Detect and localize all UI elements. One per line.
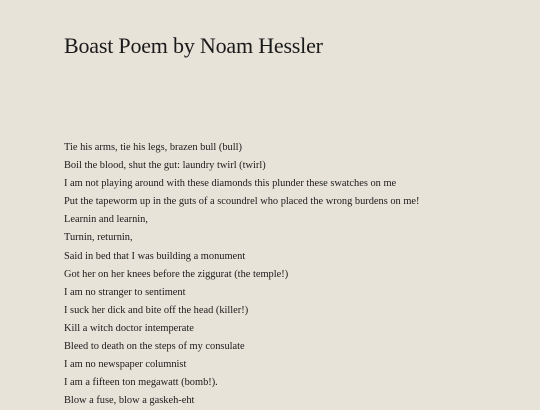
poem-line: Blow a fuse, blow a gaskeh-eht: [64, 395, 195, 407]
poem-line: I suck her dick and bite off the head (killer!): [64, 304, 249, 316]
poem-line: Bleed to death on the steps of my consulate: [64, 341, 245, 353]
poem-line: Learnin and learnin,: [64, 214, 148, 226]
poem-line: Got her on her knees before the ziggurat (the temple!): [64, 268, 289, 280]
poem-line: I am no stranger to sentiment: [64, 286, 186, 298]
poem-line: Tie his arms, tie his legs, brazen bull (bull): [64, 142, 242, 153]
poem-title: Boast Poem by Noam Hessler: [64, 33, 323, 58]
poem-line: Turnin, returnin,: [64, 232, 133, 244]
poem-line: Kill a witch doctor intemperate: [64, 322, 194, 334]
poem-line: I am not playing around with these diamonds this plunder these swatches on me: [64, 178, 397, 190]
poem-body: [64, 139, 420, 410]
poem-line: Boil the blood, shut the gut: laundry twirl (twirl): [64, 160, 266, 172]
poem-line: I am a fifteen ton megawatt (bomb!).: [64, 377, 218, 389]
poem-line: I am no newspaper columnist: [64, 359, 187, 371]
poem-line: Put the tapeworm up in the guts of a scoundrel who placed the wrong burdens on me!: [64, 196, 420, 208]
poem-line: Said in bed that I was building a monument: [64, 250, 246, 262]
